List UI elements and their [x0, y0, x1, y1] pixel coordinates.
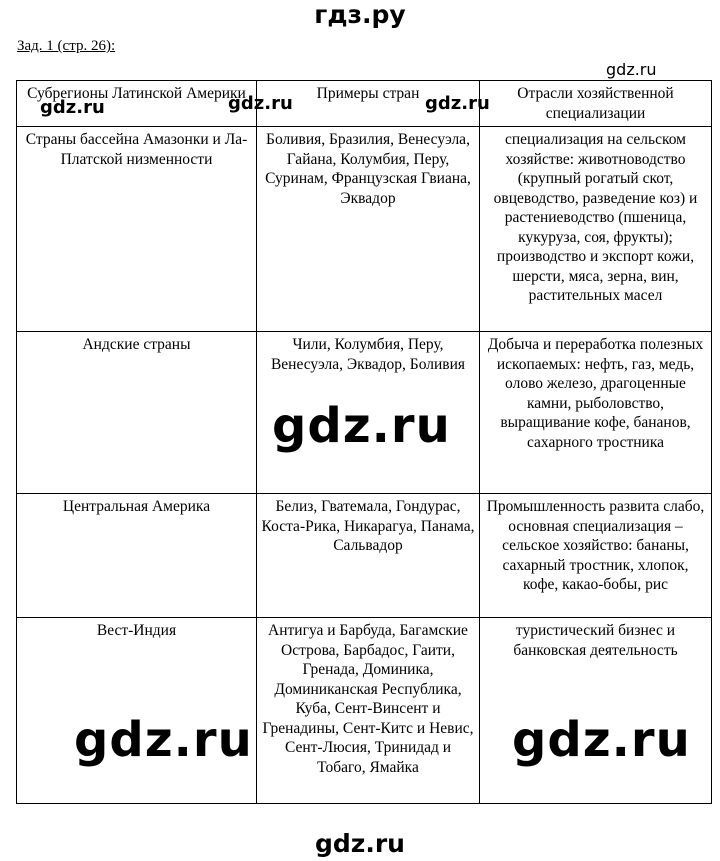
watermark: gdz.ru — [272, 398, 451, 454]
header-specialization: Отрасли хозяйственной специализации — [480, 81, 712, 127]
task-label: Зад. 1 (стр. 26): — [17, 38, 116, 54]
watermark: gdz.ru — [315, 829, 405, 858]
table-row — [17, 618, 712, 804]
watermark: gdz.ru — [425, 93, 490, 114]
watermark: gdz.ru — [606, 60, 657, 79]
specialization-cell: Добыча и переработка полезных ископаемых: нефть, газ, медь, олово железо, драгоценные камни, рыболовство, выращивание кофе, бананов, сахарного тростника — [480, 332, 712, 494]
region-cell: Вест-Индия — [17, 618, 257, 804]
table-header-row — [17, 81, 712, 127]
region-cell: Страны бассейна Амазонки и Ла-Платской низменности — [17, 127, 257, 332]
countries-cell: Боливия, Бразилия, Венесуэла, Гайана, Колумбия, Перу, Суринам, Французская Гвиана, Эквадор — [257, 127, 480, 332]
countries-cell: Чили, Колумбия, Перу, Венесуэла, Эквадор, Боливия — [257, 332, 480, 494]
site-title: гдз.ру — [314, 0, 406, 29]
header-countries: Примеры стран — [257, 81, 480, 127]
table-row — [17, 494, 712, 618]
table-row — [17, 127, 712, 332]
specialization-cell: туристический бизнес и банковская деятельность — [480, 618, 712, 804]
specialization-cell: Промышленность развита слабо, основная специализация – сельское хозяйство: бананы, сахарный тростник, хлопок, кофе, какао-бобы, рис — [480, 494, 712, 618]
region-cell: Андские страны — [17, 332, 257, 494]
watermark: gdz.ru — [228, 93, 293, 114]
specialization-cell: специализация на сельском хозяйстве: животноводство (крупный рогатый скот, овцеводство, разведение коз) и растениеводство (пшеница, кукуруза, соя, фрукты); производство и экспорт кожи, шерсти, мяса, зерна, вин, растительных масел — [480, 127, 712, 332]
watermark: gdz.ru — [512, 712, 691, 768]
countries-cell: Белиз, Гватемала, Гондурас, Коста-Рика, Никарагуа, Панама, Сальвадор — [257, 494, 480, 618]
region-cell: Центральная Америка — [17, 494, 257, 618]
header-subregions: Субрегионы Латинской Америки — [17, 81, 257, 127]
watermark: gdz.ru — [40, 97, 105, 118]
countries-cell: Антигуа и Барбуда, Багамские Острова, Барбадос, Гаити, Гренада, Доминика, Доминиканская Республика, Куба, Сент-Винсент и Гренадины, Сент-Китс и Невис, Сент-Люсия, Тринидад и Тобаго, Ямайка — [257, 618, 480, 804]
watermark: gdz.ru — [74, 712, 253, 768]
